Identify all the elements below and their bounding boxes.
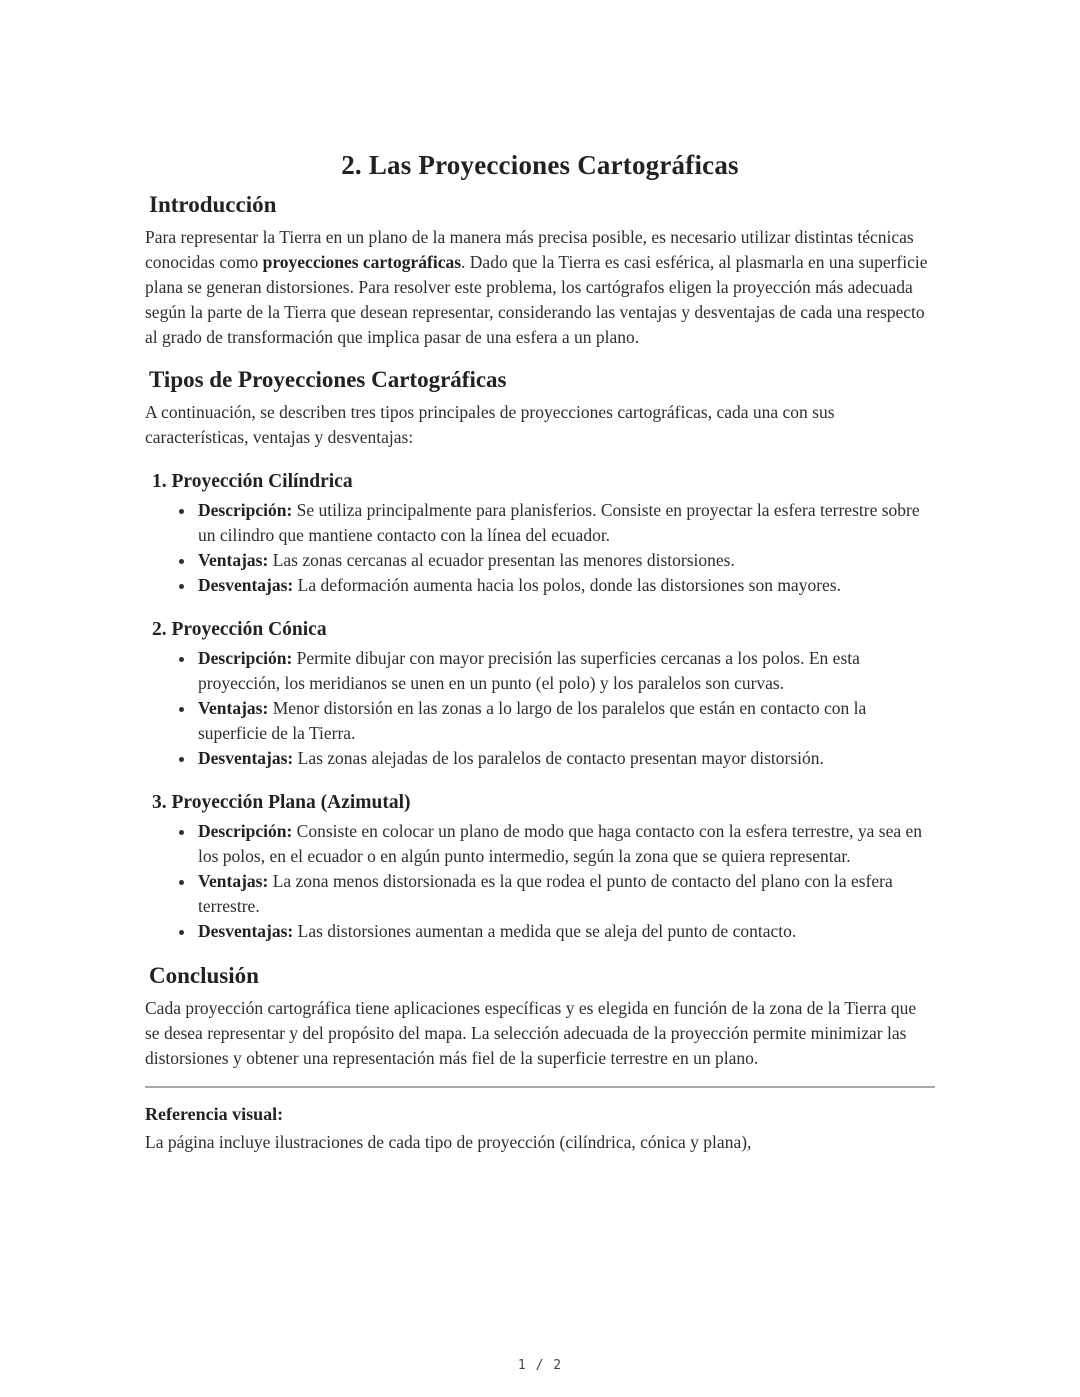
- bullet-text: Consiste en colocar un plano de modo que haga contacto con la esfera terrestre, ya sea en los polos, en el ecuador o en algún punto intermedio, según la zona que se quiera representar.: [198, 821, 923, 866]
- bullet-list-plana: [145, 819, 935, 944]
- reference-text: La página incluye ilustraciones de cada tipo de proyección (cilíndrica, cónica y plana),: [145, 1132, 752, 1152]
- bullet-label: Desventajas:: [198, 575, 294, 595]
- bullet-label: Descripción:: [198, 500, 293, 520]
- list-item: [196, 746, 935, 771]
- conclusion-paragraph: Cada proyección cartográfica tiene aplicaciones específicas y es elegida en función de la zona de la Tierra que se desea representar y del propósito del mapa. La selección adecuada de la proyección permite minimizar las distorsiones y obtener una representación más fiel de la superficie terrestre en un plano.: [145, 998, 917, 1068]
- list-item: [196, 696, 935, 746]
- section-heading-conclusion: Conclusión: [149, 963, 259, 988]
- bullet-label: Descripción:: [198, 648, 293, 668]
- bullet-text: Permite dibujar con mayor precisión las superficies cercanas a los polos. En esta proyección, los meridianos se unen en un punto (el polo) y los paralelos son curvas.: [198, 648, 860, 693]
- page-title: 2. Las Proyecciones Cartográficas: [341, 150, 739, 180]
- intro-text-after: . Dado que la Tierra es casi esférica, al plasmarla en una superficie plana se generan distorsiones. Para resolver este problema, los cartógrafos eligen la proyección más adecuada según la parte de la Tierra que desean representar, considerando las ventajas y desventajas de cada una respecto al grado de transformación que implica pasar de una esfera a un plano.: [145, 252, 928, 347]
- bullet-text: Se utiliza principalmente para planisferios. Consiste en proyectar la esfera terrestre sobre un cilindro que mantiene contacto con la línea del ecuador.: [198, 500, 920, 545]
- bullet-label: Desventajas:: [198, 748, 294, 768]
- section-heading-tipos: Tipos de Proyecciones Cartográficas: [149, 367, 507, 392]
- item-title-cilindrica: 1. Proyección Cilíndrica: [152, 471, 353, 492]
- list-item: [196, 498, 935, 548]
- bullet-text: Las zonas cercanas al ecuador presentan las menores distorsiones.: [268, 550, 735, 570]
- section-divider: [145, 1086, 935, 1088]
- reference-label: Referencia visual:: [145, 1104, 284, 1124]
- tipos-paragraph: A continuación, se describen tres tipos principales de proyecciones cartográficas, cada una con sus características, ventajas y desventajas:: [145, 402, 835, 447]
- bullet-list-cilindrica: [145, 498, 935, 598]
- bullet-label: Ventajas:: [198, 550, 269, 570]
- bullet-label: Ventajas:: [198, 698, 269, 718]
- list-item: [196, 573, 935, 598]
- bullet-text: Las distorsiones aumentan a medida que se aleja del punto de contacto.: [293, 921, 797, 941]
- item-title-plana: 3. Proyección Plana (Azimutal): [152, 792, 411, 813]
- bullet-text: Menor distorsión en las zonas a lo largo de los paralelos que están en contacto con la superficie de la Tierra.: [198, 698, 867, 743]
- bullet-label: Desventajas:: [198, 921, 294, 941]
- intro-paragraph: [145, 225, 935, 350]
- page-number-indicator: 1 / 2: [517, 1358, 563, 1373]
- bullet-text: Las zonas alejadas de los paralelos de contacto presentan mayor distorsión.: [293, 748, 824, 768]
- document-page: [145, 0, 935, 1155]
- bullet-list-conica: [145, 646, 935, 771]
- section-heading-introduccion: Introducción: [149, 192, 277, 217]
- bullet-label: Descripción:: [198, 821, 293, 841]
- bullet-text: La deformación aumenta hacia los polos, donde las distorsiones son mayores.: [293, 575, 841, 595]
- list-item: [196, 548, 935, 573]
- bullet-label: Ventajas:: [198, 871, 269, 891]
- intro-bold-term: proyecciones cartográficas: [262, 252, 462, 272]
- intro-text-before: Para representar la Tierra en un plano de la manera más precisa posible, es necesario utilizar distintas técnicas conocidas como: [145, 227, 914, 272]
- list-item: [196, 819, 935, 869]
- list-item: [196, 646, 935, 696]
- list-item: [196, 919, 935, 944]
- list-item: [196, 869, 935, 919]
- item-title-conica: 2. Proyección Cónica: [152, 619, 327, 640]
- bullet-text: La zona menos distorsionada es la que rodea el punto de contacto del plano con la esfera terrestre.: [198, 871, 893, 916]
